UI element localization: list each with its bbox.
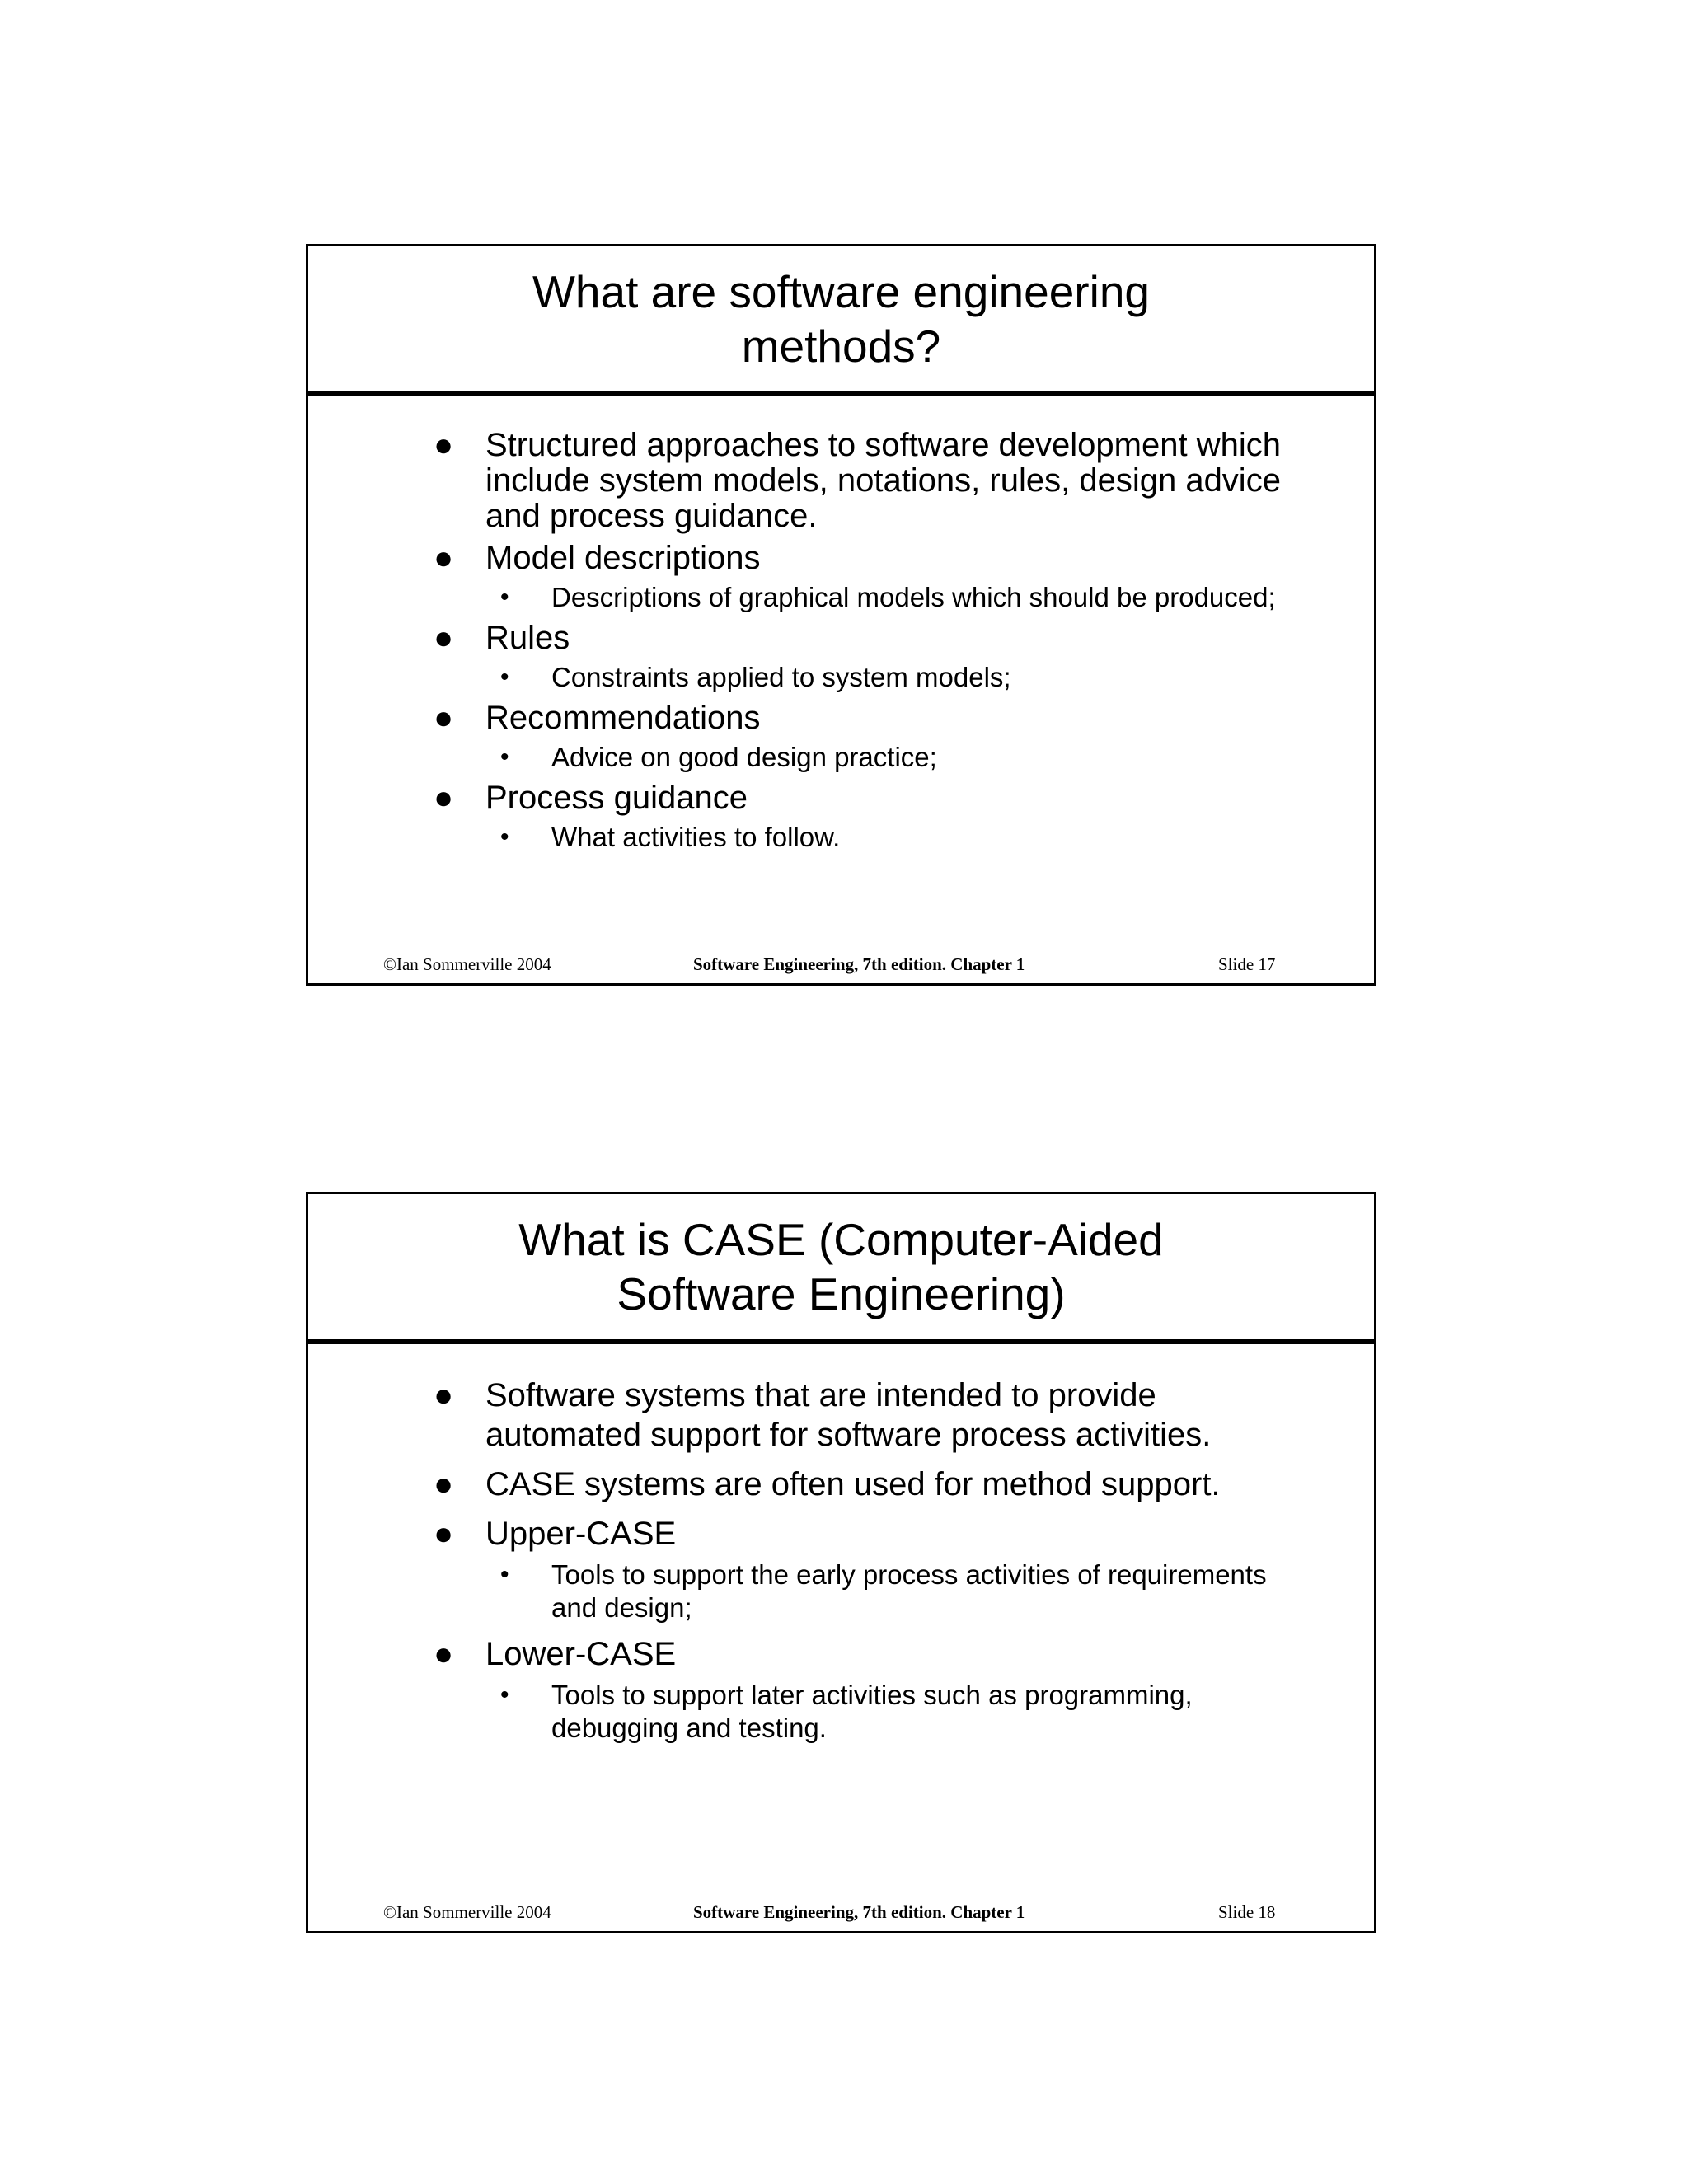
footer-book-title: Software Engineering, 7th edition. Chapter 1: [693, 954, 1025, 974]
slide-17: [306, 244, 1376, 986]
footer-book-title: Software Engineering, 7th edition. Chapter 1: [693, 1902, 1025, 1922]
bullet-text: Upper-CASE: [485, 1516, 677, 1552]
bullet-dot-icon: ●: [434, 1377, 454, 1413]
bullet-item: [308, 780, 1374, 854]
bullet-text: Recommendations: [485, 700, 761, 736]
bullet-dot-icon: ●: [434, 1466, 454, 1502]
bullet-dot-icon: ●: [434, 540, 454, 576]
sub-bullet-dot-icon: •: [500, 743, 509, 771]
sub-bullet-item: [485, 581, 1292, 614]
bullet-text: Lower-CASE: [485, 1636, 677, 1672]
sub-bullet-dot-icon: •: [500, 1561, 509, 1588]
sub-bullet-dot-icon: •: [500, 1681, 509, 1708]
sub-bullet-dot-icon: •: [500, 823, 509, 851]
bullet-list: [308, 1376, 1374, 1745]
sub-bullet-item: [485, 821, 1292, 854]
sub-bullet-text: What activities to follow.: [551, 822, 841, 852]
bullet-dot-icon: ●: [434, 427, 454, 463]
sub-bullet-text: Tools to support the early process activities of requirements and design;: [551, 1559, 1267, 1623]
sub-bullet-list: [485, 661, 1292, 694]
bullet-text: Rules: [485, 620, 570, 656]
bullet-item: [308, 1634, 1374, 1745]
bullet-dot-icon: ●: [434, 780, 454, 816]
sub-bullet-list: [485, 1679, 1292, 1745]
sub-bullet-text: Descriptions of graphical models which should be produced;: [551, 582, 1276, 612]
bullet-item: [308, 1376, 1374, 1455]
sub-bullet-dot-icon: •: [500, 583, 509, 611]
sub-bullet-item: [485, 741, 1292, 774]
title-divider: [308, 391, 1374, 396]
sub-bullet-text: Constraints applied to system models;: [551, 662, 1011, 692]
slide-footer: [308, 1900, 1374, 1924]
title-divider: [308, 1339, 1374, 1344]
sub-bullet-dot-icon: •: [500, 663, 509, 691]
bullet-item: [308, 701, 1374, 774]
footer-slide-number: Slide 18: [1218, 1902, 1276, 1922]
bullet-dot-icon: ●: [434, 620, 454, 656]
bullet-text: Software systems that are intended to provide automated support for software process activities.: [485, 1377, 1212, 1453]
bullet-text: Model descriptions: [485, 540, 761, 576]
bullet-text: Process guidance: [485, 780, 748, 816]
footer-slide-number: Slide 17: [1218, 954, 1276, 974]
bullet-dot-icon: ●: [434, 700, 454, 736]
bullet-item: [308, 1465, 1374, 1504]
slide-body: [308, 1376, 1374, 1755]
footer-copyright: ©Ian Sommerville 2004: [383, 954, 551, 974]
slide-title: What is CASE (Computer-Aided Software Engineering): [518, 1214, 1164, 1319]
sub-bullet-list: [485, 741, 1292, 774]
bullet-text: CASE systems are often used for method support.: [485, 1466, 1221, 1502]
slide-footer: [308, 952, 1374, 977]
sub-bullet-text: Advice on good design practice;: [551, 742, 937, 772]
sub-bullet-item: [485, 1558, 1292, 1624]
sub-bullet-item: [485, 661, 1292, 694]
bullet-dot-icon: ●: [434, 1636, 454, 1672]
footer-copyright: ©Ian Sommerville 2004: [383, 1902, 551, 1922]
bullet-item: [308, 428, 1374, 534]
bullet-text: Structured approaches to software development which include system models, notations, rules, design advice and process guidance.: [485, 427, 1281, 534]
bullet-item: [308, 541, 1374, 614]
sub-bullet-text: Tools to support later activities such as programming, debugging and testing.: [551, 1680, 1193, 1743]
slide-title: What are software engineering methods?: [532, 266, 1151, 372]
slide-18: [306, 1192, 1376, 1933]
bullet-item: [308, 621, 1374, 694]
slide-body: [308, 428, 1374, 860]
bullet-item: [308, 1514, 1374, 1624]
bullet-dot-icon: ●: [434, 1516, 454, 1552]
sub-bullet-list: [485, 1558, 1292, 1624]
sub-bullet-list: [485, 581, 1292, 614]
sub-bullet-list: [485, 821, 1292, 854]
sub-bullet-item: [485, 1679, 1292, 1745]
bullet-list: [308, 428, 1374, 854]
